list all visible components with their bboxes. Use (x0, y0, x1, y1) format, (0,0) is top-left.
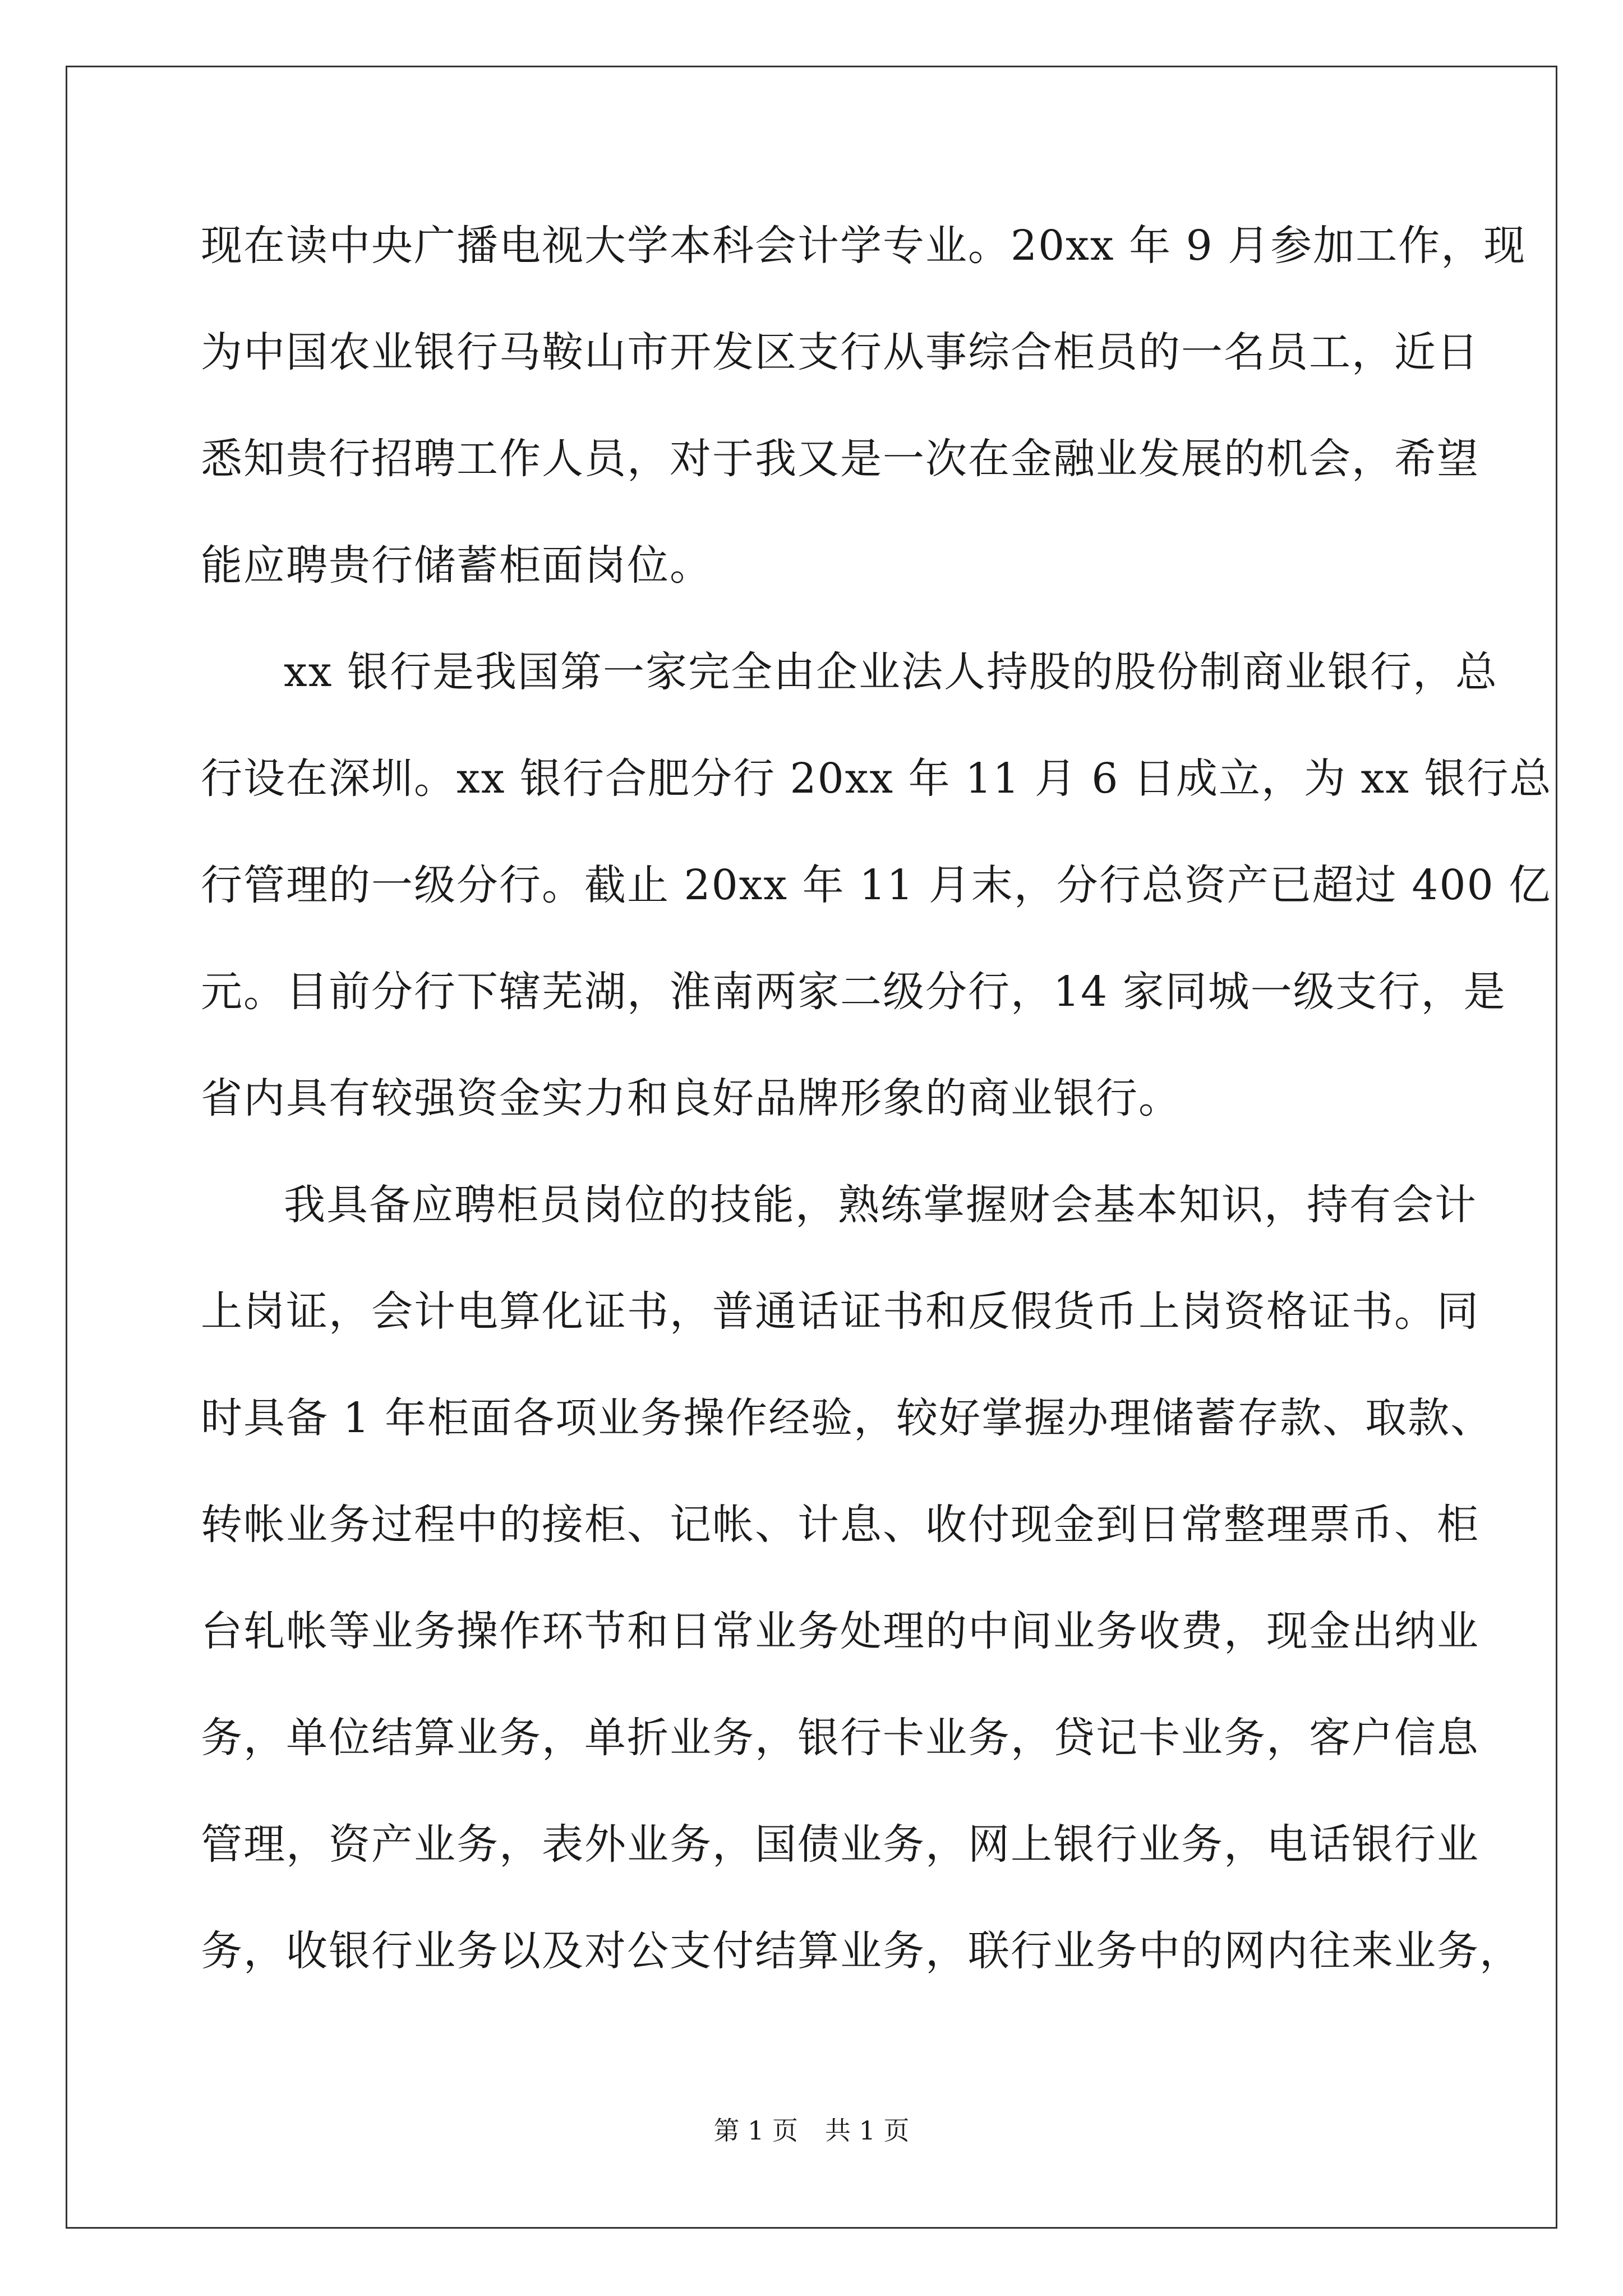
page-footer (0, 2114, 1623, 2147)
text-line: 管理，资产业务，表外业务，国债业务，网上银行业务，电话银行业 (201, 1820, 1479, 1869)
text-line: 能应聘贵行储蓄柜面岗位。 (201, 541, 712, 590)
text-line: 悉知贵行招聘工作人员，对于我又是一次在金融业发展的机会，希望 (201, 435, 1479, 483)
text-line: 时具备 1 年柜面各项业务操作经验，较好掌握办理储蓄存款、取款、 (201, 1394, 1493, 1442)
text-line: 上岗证，会计电算化证书，普通话证书和反假货币上岗资格证书。同 (201, 1287, 1479, 1336)
text-line: 行设在深圳。xx 银行合肥分行 20xx 年 11 月 6 日成立，为 xx 银行总 (201, 754, 1552, 803)
text-line: 我具备应聘柜员岗位的技能，熟练掌握财会基本知识，持有会计 (284, 1181, 1477, 1229)
page-number-total: 共 1 页 (825, 2115, 910, 2146)
document-body (201, 212, 1552, 2024)
text-line: 务，收银行业务以及对公支付结算业务，联行业务中的网内往来业务， (201, 1927, 1522, 1975)
text-line: 行管理的一级分行。截止 20xx 年 11 月末，分行总资产已超过 400 亿 (201, 861, 1552, 909)
text-line: 务，单位结算业务，单折业务，银行卡业务，贷记卡业务，客户信息 (201, 1714, 1479, 1762)
text-line: 现在读中央广播电视大学本科会计学专业。20xx 年 9 月参加工作，现 (201, 222, 1527, 270)
text-line: 省内具有较强资金实力和良好品牌形象的商业银行。 (201, 1074, 1181, 1122)
text-line: 转帐业务过程中的接柜、记帐、计息、收付现金到日常整理票币、柜 (201, 1501, 1479, 1549)
text-line: 元。目前分行下辖芜湖，淮南两家二级分行，14 家同城一级支行，是 (201, 968, 1506, 1016)
page-number-current: 第 1 页 (713, 2115, 798, 2146)
text-line: xx 银行是我国第一家完全由企业法人持股的股份制商业银行，总 (284, 648, 1498, 696)
text-line: 为中国农业银行马鞍山市开发区支行从事综合柜员的一名员工，近日 (201, 328, 1479, 376)
text-line: 台轧帐等业务操作环节和日常业务处理的中间业务收费，现金出纳业 (201, 1607, 1479, 1655)
